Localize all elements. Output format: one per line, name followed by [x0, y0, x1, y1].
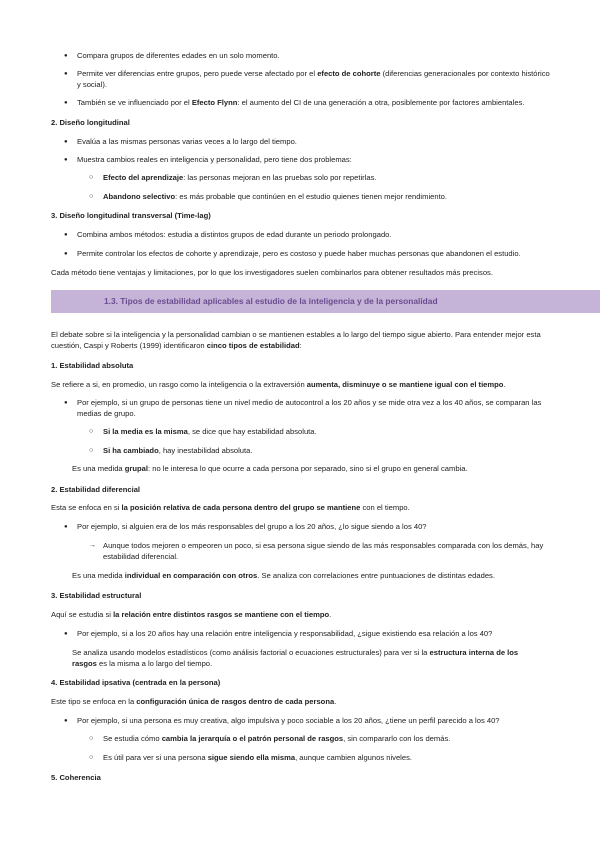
paragraph-text: .: [329, 610, 332, 619]
list-item: [77, 629, 550, 640]
section-heading: 4. Estabilidad ipsativa (centrada en la persona): [51, 678, 221, 687]
banner-title: 1.3. Tipos de estabilidad aplicables al estudio de la inteligencia y de la personalidad: [104, 296, 438, 307]
bullet-text: (diferencias generacionales por contexto histórico y social).: [77, 69, 550, 89]
sub-list-item: [103, 192, 550, 203]
paragraph-text: .: [503, 380, 506, 389]
bullet-text: Por ejemplo, si un grupo de personas tiene un nivel medio de autocontrol a los 20 años y se mide otra vez a los 40 años, se comparan las medias de grupo.: [77, 398, 542, 418]
paragraph-text: Es una medida: [72, 571, 125, 580]
section-heading: 3. Diseño longitudinal transversal (Time-lag): [51, 211, 211, 220]
list-item: [77, 155, 550, 166]
list-item: [77, 51, 550, 62]
paragraph-text: es la misma a lo largo del tiempo.: [96, 658, 213, 668]
bold-term: grupal: [124, 464, 148, 473]
bullet-text: Es útil para ver si una persona: [103, 753, 208, 762]
note-paragraph: [72, 571, 550, 582]
bold-term: aumenta, disminuye o se mantiene igual con el tiempo: [306, 380, 504, 389]
bold-term: la relación entre distintos rasgos se mantiene con el tiempo: [113, 610, 330, 619]
bold-term: sigue siendo ella misma: [207, 753, 296, 762]
paragraph-text: Aquí se estudia si: [51, 610, 114, 619]
paragraph: Cada método tiene ventajas y limitaciones, por lo que los investigadores suelen combinarlos para obtener resultados más precisos.: [51, 268, 493, 277]
paragraph: [51, 380, 550, 391]
list-item: [77, 69, 550, 90]
bold-term: Si la media es la misma: [103, 427, 188, 436]
bullet-text: Aunque todos mejoren o empeoren un poco, si esa persona sigue siendo de las más responsables comparada con los demás, hay estabilidad diferencial.: [103, 541, 544, 561]
bullet-text: , hay inestabilidad absoluta.: [158, 446, 253, 455]
bullet-text: Permite controlar los efectos de cohorte y aprendizaje, pero es costoso y puede haber muchas personas que abandonen el estudio.: [77, 249, 521, 258]
bullet-text: Se estudia cómo: [103, 734, 162, 743]
sub-list-item: [103, 173, 550, 184]
paragraph: [51, 503, 550, 514]
bold-term: efecto de cohorte: [317, 69, 381, 78]
bold-term: estructura interna de los rasgos: [72, 648, 519, 668]
paragraph: [51, 697, 550, 708]
bullet-text: Combina ambos métodos: estudia a distintos grupos de edad durante un periodo prolongado.: [77, 230, 392, 239]
bullet-text: Permite ver diferencias entre grupos, pero puede verse afectado por el: [77, 69, 318, 78]
paragraph: [51, 330, 550, 351]
sub-list-item: [103, 734, 550, 745]
paragraph-text: Se refiere a si, en promedio, un rasgo como la inteligencia o la extraversión: [51, 380, 307, 389]
bullet-text: Evalúa a las mismas personas varias veces a lo largo del tiempo.: [77, 137, 297, 146]
bullet-text: Compara grupos de diferentes edades en un solo momento.: [77, 51, 280, 60]
paragraph-text: con el tiempo.: [360, 503, 410, 512]
section-heading: 2. Diseño longitudinal: [51, 118, 130, 127]
bullet-text: Por ejemplo, si una persona es muy creativa, algo impulsiva y poco sociable a los 20 años, ¿tiene un perfil parecido a los 40?: [77, 716, 500, 725]
bullet-text: , se dice que hay estabilidad absoluta.: [187, 427, 317, 436]
sub-list-item: [103, 446, 550, 457]
paragraph-text: . Se analiza con correlaciones entre puntuaciones de distintas edades.: [257, 571, 495, 580]
list-item: [77, 230, 550, 241]
bold-term: cinco tipos de estabilidad: [206, 340, 300, 350]
paragraph-text: :: [299, 340, 302, 350]
section-heading: 2. Estabilidad diferencial: [51, 485, 141, 494]
section-banner: [51, 290, 600, 313]
paragraph-text: Esta se enfoca en si: [51, 503, 122, 512]
paragraph: [51, 610, 550, 621]
sub-list-item: [103, 753, 550, 764]
bold-term: Efecto Flynn: [191, 98, 238, 107]
list-item: [77, 98, 550, 109]
bold-term: cambia la jerarquía o el patrón personal de rasgos: [161, 734, 344, 743]
paragraph-text: Es una medida: [72, 464, 125, 473]
bullet-text: Muestra cambios reales en inteligencia y personalidad, pero tiene dos problemas:: [77, 155, 352, 164]
list-item: [77, 249, 550, 260]
bullet-text: También se ve influenciado por el: [77, 98, 192, 107]
paragraph-text: .: [334, 697, 337, 706]
paragraph-text: Este tipo se enfoca en la: [51, 697, 137, 706]
paragraph-text: Se analiza usando modelos estadísticos (como análisis factorial o ecuaciones estructurales) para ver si la: [72, 648, 430, 657]
bold-term: individual en comparación con otros: [124, 571, 258, 580]
bold-term: Abandono selectivo: [103, 192, 176, 201]
bullet-text: : las personas mejoran en las pruebas solo por repetirlas.: [183, 173, 377, 182]
bold-term: Si ha cambiado: [103, 446, 159, 455]
bullet-text: Por ejemplo, si alguien era de los más responsables del grupo a los 20 años, ¿lo sigue siendo a los 40?: [77, 522, 427, 531]
section-heading: 5. Coherencia: [51, 773, 101, 782]
list-item: [77, 522, 550, 533]
list-item: [77, 398, 550, 419]
list-item: [77, 137, 550, 148]
bullet-text: : es más probable que continúen en el estudio quienes tienen mejor rendimiento.: [175, 192, 448, 201]
note-paragraph: [72, 464, 550, 475]
note-paragraph: [72, 648, 540, 669]
section-heading: 3. Estabilidad estructural: [51, 591, 142, 600]
bold-term: configuración única de rasgos dentro de cada persona: [136, 697, 335, 706]
section-heading: 1. Estabilidad absoluta: [51, 361, 134, 370]
list-item: [77, 716, 550, 727]
paragraph-text: : no le interesa lo que ocurre a cada persona por separado, sino si el grupo en general cambia.: [148, 464, 468, 473]
bold-term: Efecto del aprendizaje: [103, 173, 184, 182]
bullet-text: , aunque cambien algunos niveles.: [295, 753, 413, 762]
bullet-text: , sin compararlo con los demás.: [343, 734, 451, 743]
bullet-text: : el aumento del CI de una generación a otra, posiblemente por factores ambientales.: [237, 98, 525, 107]
sub-list-item: [103, 541, 550, 562]
bold-term: la posición relativa de cada persona dentro del grupo se mantiene: [121, 503, 361, 512]
sub-list-item: [103, 427, 550, 438]
bullet-text: Por ejemplo, si a los 20 años hay una relación entre inteligencia y responsabilidad, ¿sigue existiendo esa relación a los 40?: [77, 629, 493, 638]
paragraph-text: El debate sobre si la inteligencia y la personalidad cambian o se mantienen estables a lo largo del tiempo sigue abierto. Para entender mejor esta cuestión, Caspi y Roberts (1999) identificaron: [51, 330, 541, 350]
